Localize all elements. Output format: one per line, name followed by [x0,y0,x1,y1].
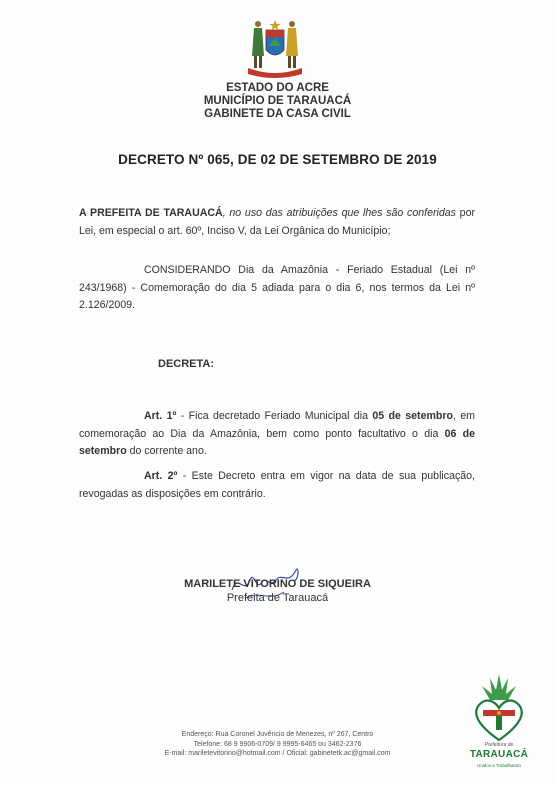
preamble-subject: A PREFEITA DE TARAUACÁ [79,207,223,219]
document-header [0,82,555,121]
logo-name: TARAUACÁ [469,749,529,760]
article-2-text: - Este Decreto entra em vigor na data de sua publicação, revogadas as disposições em contrário. [79,470,475,500]
article-1-text-a: - Fica decretado Feriado Municipal dia [176,410,373,422]
article-1 [79,408,475,461]
signer-name: MARILETE VITORINO DE SIQUEIRA [184,578,371,590]
preamble-italic: , no uso das atribuições que lhes são conferidas [222,207,456,219]
header-office: GABINETE DA CASA CIVIL [204,108,351,120]
preamble-paragraph [79,205,475,240]
article-1-text-b: , em comemoração ao Dia da Amazônia, bem como ponto facultativo o dia [79,410,475,440]
article-1-date-a: 05 de setembro [372,410,453,422]
preamble-text: por Lei, em especial o art. 60º, Inciso V, da Lei Orgânica do Município; [79,207,475,237]
considerando-paragraph: CONSIDERANDO Dia da Amazônia - Feriado Estadual (Lei nº 243/1968) - Comemoração do dia 5 adiada para o dia 6, nos termos da Lei nº 2.126/2009. [79,264,475,311]
article-2 [79,468,475,503]
decreta-heading: DECRETA: [158,358,215,370]
coat-of-arms-icon [246,16,304,80]
footer-email: E-mail: mariletevitorino@hotmail.com / Oficial: gabinetetk.ac@gmail.com [164,750,391,757]
article-1-date-b: 06 de setembro [79,427,475,457]
footer-address: Endereço: Rua Coronel Juvêncio de Menezes, nº 267, Centro [181,731,374,738]
header-state: ESTADO DO ACRE [226,82,329,94]
article-1-text-c: do corrente ano. [126,445,207,457]
signer-role: Prefeita de Tarauacá [226,592,329,604]
decree-title: DECRETO Nº 065, DE 02 DE SETEMBRO DE 2019 [118,152,437,167]
logo-prefix: Prefeitura de [484,742,514,748]
article-2-label: Art. 2º [144,470,178,482]
signature-block [0,578,555,604]
header-municipality: MUNICÍPIO DE TARAUACÁ [203,95,352,107]
footer-phone: Telefone: 68 9 9906-0709/ 9 9995-6465 ou 3462-2376 [193,740,362,748]
article-1-label: Art. 1º [144,410,177,422]
logo-tagline: Unidos e Trabalhando [476,763,522,768]
